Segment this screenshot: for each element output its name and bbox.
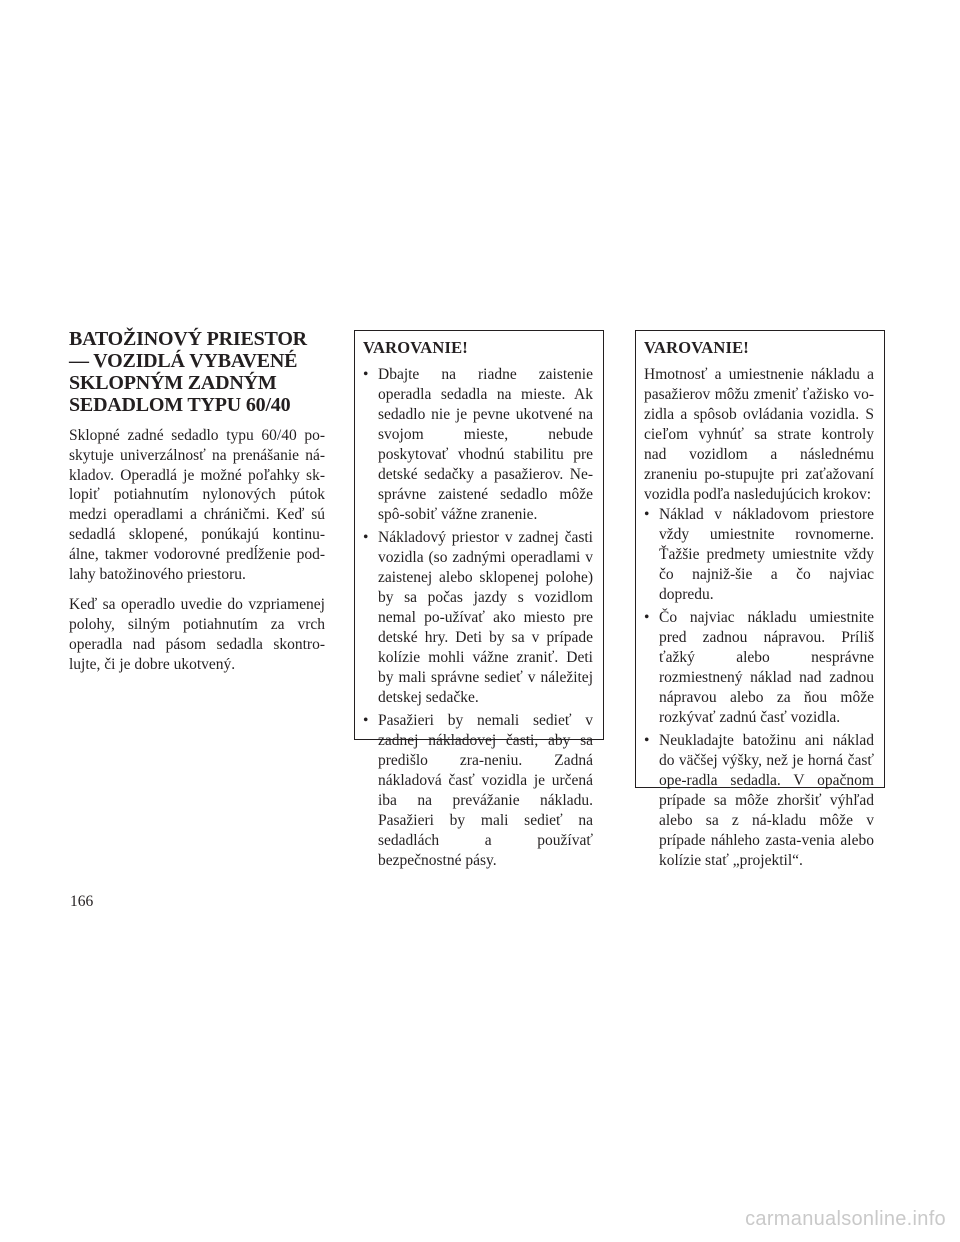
- warning-item: [363, 528, 593, 708]
- warning-item: [644, 731, 874, 871]
- warning-item-text: Dbajte na riadne zaistenie operadla sedadla na mieste. Ak sedadlo nie je pevne ukotvené na svojom mieste, nebude poskytovať vhodnú stabilitu pre detské sedačky a pasažierov. Ne-správne zaistené sedadlo môže spô-sobiť vážne zranenie.: [378, 366, 593, 523]
- warning-item-text: Čo najviac nákladu umiestnite pred zadnou nápravou. Príliš ťažký alebo nesprávne rozmiestnený náklad nad zadnou nápravou alebo za ňou môže rozkývať zadnú časť vozidla.: [659, 609, 874, 726]
- bullet-icon: •: [644, 732, 650, 749]
- main-column: [69, 328, 325, 686]
- warning-title: VAROVANIE!: [363, 338, 468, 357]
- warning-item-text: Náklad v nákladovom priestore vždy umiestnite rovnomerne. Ťažšie predmety umiestnite vždy čo najniž-šie a čo najviac dopredu.: [659, 506, 874, 603]
- warning-item: [644, 505, 874, 605]
- warning-item-text: Nákladový priestor v zadnej časti vozidla (so zadnými operadlami v zaistenej alebo sklopenej polohe) by sa počas jazdy s vozidlom nemal po-užívať ako miesto pre detské hry. Deti by sa v prípade kolízie mohli vážne zraniť. Deti by mali správne sedieť v náležitej detskej sedačke.: [378, 529, 593, 706]
- warning-item-text: Neukladajte batožinu ani náklad do väčšej výšky, než je horná časť ope-radla sedadla. V opačnom prípade sa môže zhoršiť výhľad alebo sa z ná-kladu môže v prípade náhleho zasta-venia alebo kolízie stať „projektil“.: [659, 732, 874, 869]
- bullet-icon: •: [363, 529, 369, 546]
- bullet-icon: •: [363, 366, 369, 383]
- page-number: 166: [70, 893, 94, 910]
- bullet-icon: •: [363, 712, 369, 729]
- warning-item: [644, 608, 874, 728]
- heading-line: BATOŽINOVÝ PRIESTOR: [69, 328, 307, 350]
- heading-line: — VOZIDLÁ VYBAVENÉ: [69, 350, 298, 372]
- heading-line: SKLOPNÝM ZADNÝM: [69, 372, 277, 394]
- body-paragraph: Sklopné zadné sedadlo typu 60/40 po-skytuje univerzálnosť na prenášanie ná-kladov. Operadlá je možné poľahky sk-lopiť potiahnutím nylonových pútok medzi operadlami a chráničmi. Keď sú sedadlá sklopené, ponúkajú kontinu-álne, takmer vodorovné predĺženie pod-lahy batožinového priestoru.: [69, 427, 325, 583]
- warning-intro: Hmotnosť a umiestnenie nákladu a pasažierov môžu zmeniť ťažisko vo-zidla a spôsob ovládania vozidla. S cieľom vyhnúť sa strate kontroly nad vozidlom a následnému zraneniu po-stupujte pri zaťažovaní vozidla podľa nasledujúcich krokov:: [644, 366, 874, 503]
- warning-title: VAROVANIE!: [644, 338, 749, 357]
- warning-list: [363, 365, 593, 871]
- warning-box-cargo-load: [635, 330, 885, 869]
- warning-box-seat-latch: [354, 330, 604, 869]
- warning-list: [644, 505, 874, 871]
- heading-line: SEDADLOM TYPU 60/40: [69, 394, 291, 416]
- site-watermark: carmanualsonline.info: [745, 1208, 946, 1230]
- warning-item: [363, 365, 593, 525]
- section-heading: [69, 328, 325, 416]
- bullet-icon: •: [644, 609, 650, 626]
- warning-item: [363, 711, 593, 871]
- body-paragraph: Keď sa operadlo uvedie do vzpriamenej polohy, silným potiahnutím za vrch operadla nad pásom sedadla skontro-lujte, či je dobre ukotvený.: [69, 596, 325, 673]
- warning-item-text: Pasažieri by nemali sedieť v zadnej nákladovej časti, aby sa predišlo zra-neniu. Zadná nákladová časť vozidla je určená iba na prevážanie nákladu. Pasažieri by mali sedieť na sedadlách a používať bezpečnostné pásy.: [378, 712, 593, 869]
- bullet-icon: •: [644, 506, 650, 523]
